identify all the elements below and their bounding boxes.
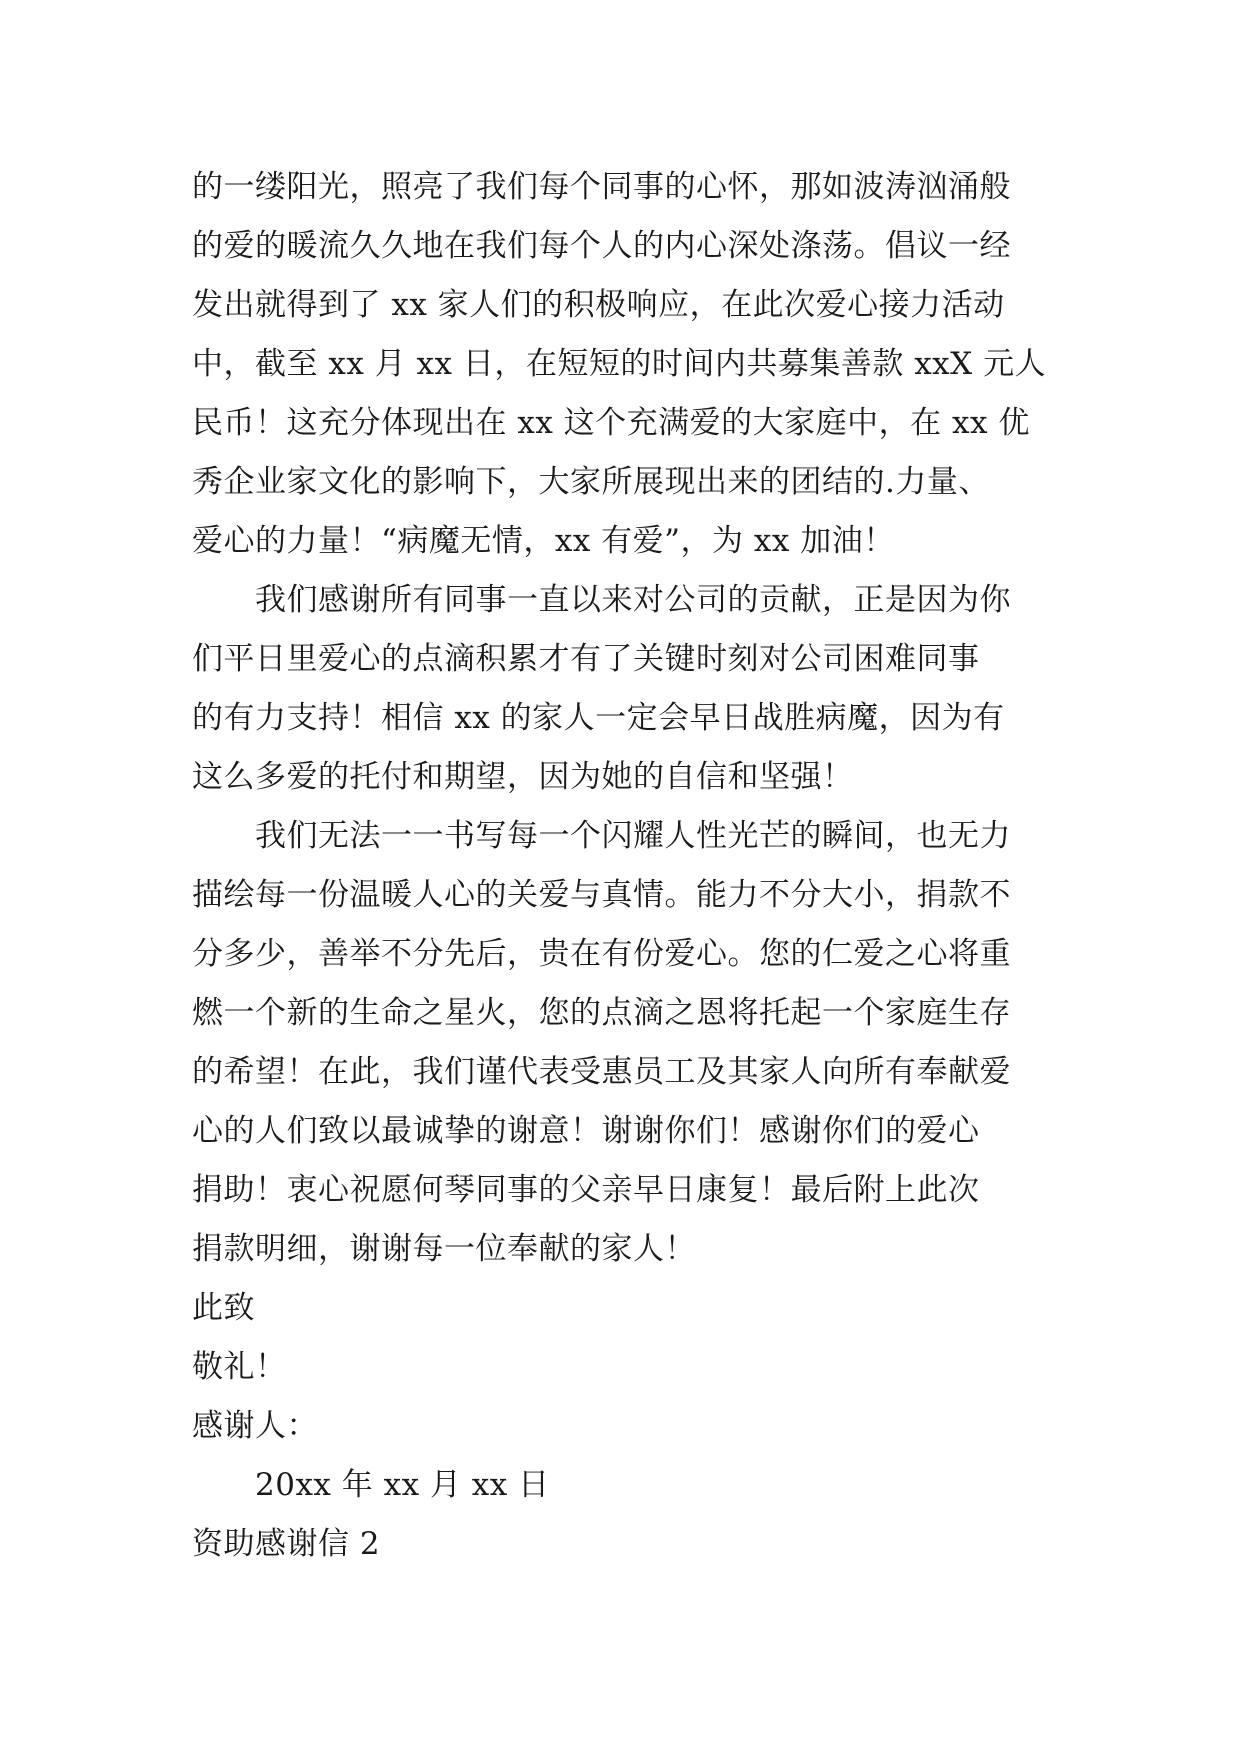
text-line: 捐助！衷心祝愿何琴同事的父亲早日康复！最后附上此次 (192, 1172, 980, 1208)
text-line: 的有力支持！相信 xx 的家人一定会早日战胜病魔，因为有 (192, 700, 1005, 736)
text-line: 民币！这充分体现出在 xx 这个充满爱的大家庭中，在 xx 优 (192, 405, 1030, 441)
text-line: 这么多爱的托付和期望，因为她的自信和坚强！ (192, 759, 854, 795)
text-line: 描绘每一份温暖人心的关爱与真情。能力不分大小，捐款不 (192, 877, 1011, 913)
text-line: 发出就得到了 xx 家人们的积极响应，在此次爱心接力活动 (192, 287, 1005, 323)
text-line: 的希望！在此，我们谨代表受惠员工及其家人向所有奉献爱 (192, 1054, 1011, 1090)
paragraph-1 (192, 158, 1052, 571)
next-section-title: 资助感谢信 2 (192, 1526, 381, 1562)
text-line: 燃一个新的生命之星火，您的点滴之恩将托起一个家庭生存 (192, 995, 1011, 1031)
paragraph-2 (192, 571, 1052, 807)
text-line: 分多少，善举不分先后，贵在有份爱心。您的仁爱之心将重 (192, 936, 1011, 972)
signature-label: 感谢人： (192, 1408, 318, 1444)
text-line: 们平日里爱心的点滴积累才有了关键时刻对公司困难同事 (192, 641, 980, 677)
paragraph-3 (192, 807, 1052, 1279)
letter-date: 20xx 年 xx 月 xx 日 (255, 1467, 550, 1503)
text-line: 心的人们致以最诚挚的谢意！谢谢你们！感谢你们的爱心 (192, 1113, 980, 1149)
text-line: 捐款明细，谢谢每一位奉献的家人！ (192, 1231, 696, 1267)
text-line: 我们无法一一书写每一个闪耀人性光芒的瞬间，也无力 (255, 818, 1011, 854)
text-line: 中，截至 xx 月 xx 日，在短短的时间内共募集善款 xxX 元人 (192, 346, 1047, 382)
text-line: 秀企业家文化的影响下，大家所展现出来的团结的.力量、 (192, 464, 990, 500)
letter-body (192, 158, 1052, 1574)
text-line: 的爱的暖流久久地在我们每个人的内心深处涤荡。倡议一经 (192, 228, 1011, 264)
text-line: 爱心的力量！“病魔无情，xx 有爱”，为 xx 加油！ (192, 523, 895, 559)
closing-regards: 敬礼！ (192, 1349, 287, 1385)
text-line: 的一缕阳光，照亮了我们每个同事的心怀，那如波涛汹涌般 (192, 169, 1011, 205)
closing-salutation: 此致 (192, 1290, 255, 1326)
text-line: 我们感谢所有同事一直以来对公司的贡献，正是因为你 (255, 582, 1011, 618)
